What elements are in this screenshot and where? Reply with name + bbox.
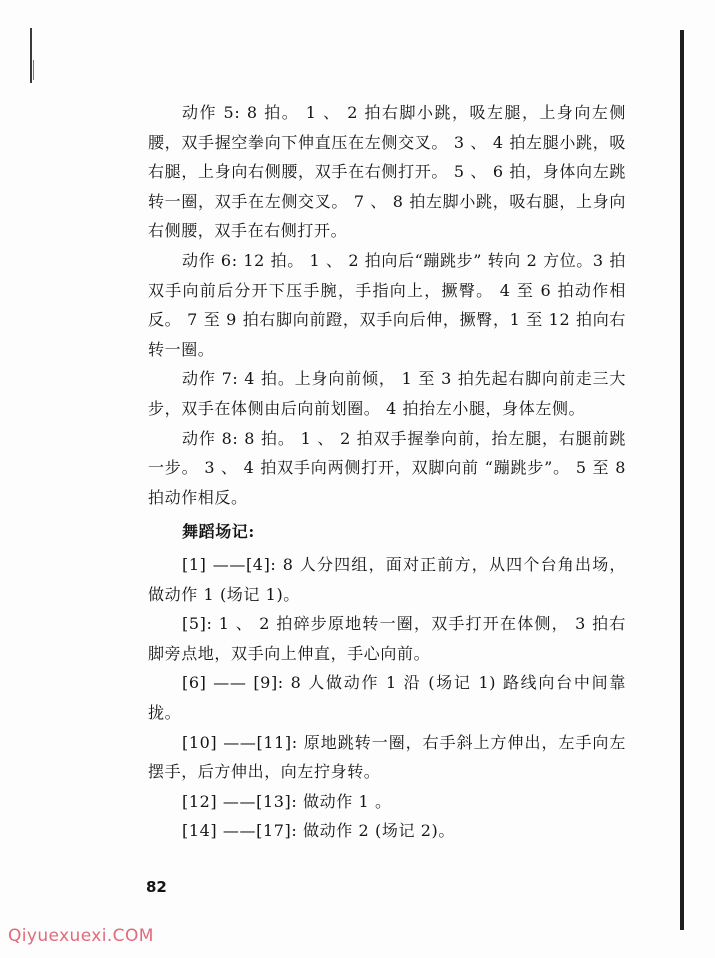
paragraph-movement-6: 动作 6: 12 拍。 1 、 2 拍向后“蹦跳步” 转向 2 方位。3 拍双手向前后分开下压手腕，手指向上，撅臀。 4 至 6 拍动作相反。 7 至 9 拍右脚向前蹬，双手向后伸，撅臀，1 至 12 拍向右转一圈。 xyxy=(148,250,626,359)
scan-edge-mark-left-small xyxy=(33,60,34,80)
site-watermark: Qiyuexuexi.COM xyxy=(8,926,154,946)
dance-note-1-4: [1] ——[4]: 8 人分四组，面对正前方，从四个台角出场，做动作 1 (场记 1)。 xyxy=(148,555,626,604)
paragraph-movement-7: 动作 7: 4 拍。上身向前倾， 1 至 3 拍先起右脚向前走三大步，双手在体侧由后向前划圈。 4 拍抬左小腿，身体左侧。 xyxy=(148,369,626,418)
paragraph-movement-5: 动作 5: 8 拍。 1 、 2 拍右脚小跳，吸左腿，上身向左侧腰，双手握空拳向下伸直压在左侧交叉。 3 、 4 拍左腿小跳，吸右腿，上身向右侧腰，双手在右侧打开。 5 、 6 拍，身体向左跳转一圈，双手在左侧交叉。 7 、 8 拍左脚小跳，吸右腿，上身向右侧腰，双手在右侧打开。 xyxy=(148,103,626,241)
section-heading-dance-notes: 舞蹈场记: xyxy=(182,522,255,541)
paragraph-movement-8: 动作 8: 8 拍。 1 、 2 拍双手握拳向前，抬左腿，右腿前跳一步。 3 、 4 拍双手向两侧打开，双脚向前 “蹦跳步”。 5 至 8 拍动作相反。 xyxy=(148,428,626,507)
page-number: 82 xyxy=(146,878,167,896)
dance-note-12-13: [12] ——[13]: 做动作 1 。 xyxy=(182,791,392,811)
scan-edge-mark-left xyxy=(30,28,32,83)
dance-notes-list xyxy=(148,550,626,846)
dance-note-5: [5]: 1 、 2 拍碎步原地转一圈，双手打开在体侧， 3 拍右脚旁点地，双手向上伸直，手心向前。 xyxy=(148,614,626,663)
dance-note-14-17: [14] ——[17]: 做动作 2 (场记 2)。 xyxy=(182,821,455,841)
dance-note-6-9: [6] —— [9]: 8 人做动作 1 沿 (场记 1) 路线向台中间靠拢。 xyxy=(148,673,626,722)
scan-edge-mark-right xyxy=(680,30,684,930)
dance-note-10-11: [10] ——[11]: 原地跳转一圈，右手斜上方伸出，左手向左摆手，后方伸出，向左拧身转。 xyxy=(148,732,626,782)
movement-descriptions xyxy=(148,98,626,512)
